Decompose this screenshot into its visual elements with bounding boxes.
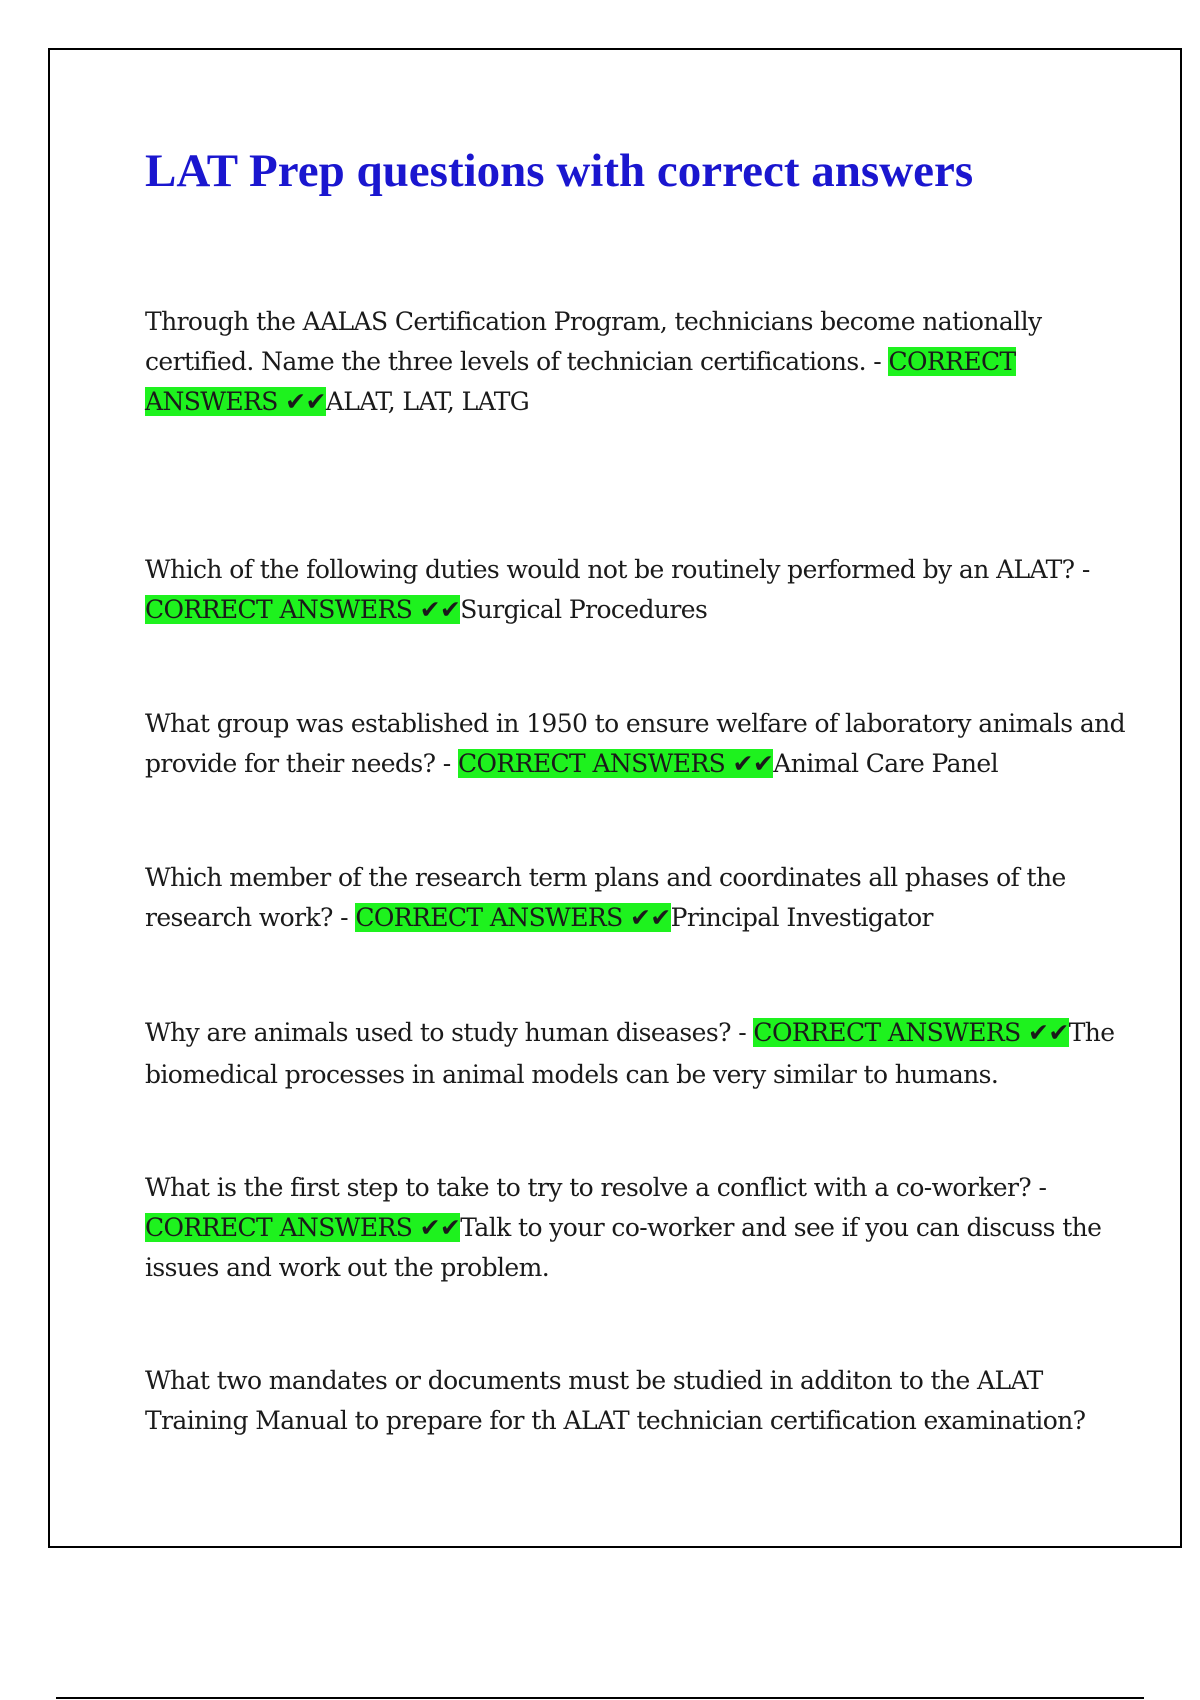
correct-answers-highlight: CORRECT ANSWERS ✔✔: [145, 347, 1016, 416]
correct-answers-highlight: CORRECT ANSWERS ✔✔: [355, 903, 671, 932]
document-title: LAT Prep questions with correct answers: [145, 145, 974, 197]
correct-answers-highlight: CORRECT ANSWERS ✔✔: [145, 1213, 461, 1242]
qa-item: [145, 550, 1145, 630]
answer-text: Surgical Procedures: [460, 595, 708, 624]
question-text: What two mandates or documents must be studied in additon to the ALAT Training Manual to prepare for th ALAT technician certification examination?: [145, 1366, 1086, 1435]
qa-item: [145, 302, 1145, 422]
question-text: Through the AALAS Certification Program, technicians become nationally certified. Name the three levels of technician certifications. -: [145, 307, 1042, 376]
answer-text: Animal Care Panel: [773, 749, 998, 778]
question-text: Which of the following duties would not be routinely performed by an ALAT? -: [145, 555, 1090, 584]
question-text: What group was established in 1950 to ensure welfare of laboratory animals and provide for their needs? -: [145, 709, 1126, 778]
qa-item: [145, 1168, 1145, 1288]
question-text: Why are animals used to study human diseases? -: [145, 1018, 754, 1047]
answer-text: Talk to your co-worker and see if you can discuss the issues and work out the problem.: [145, 1213, 1102, 1282]
qa-item: [145, 858, 1145, 938]
question-text: What is the first step to take to try to resolve a conflict with a co-worker? -: [145, 1173, 1047, 1202]
correct-answers-highlight: CORRECT ANSWERS ✔✔: [753, 1018, 1069, 1047]
page-divider: [56, 1697, 1144, 1699]
document-page: [48, 48, 1182, 1548]
answer-text: ALAT, LAT, LATG: [325, 387, 530, 416]
correct-answers-highlight: CORRECT ANSWERS ✔✔: [457, 749, 774, 778]
qa-item: [145, 1012, 1145, 1096]
question-text: Which member of the research term plans and coordinates all phases of the research work? -: [145, 863, 1066, 932]
answer-text: The biomedical processes in animal models can be very similar to humans.: [145, 1018, 1115, 1089]
answer-text: Principal Investigator: [670, 903, 933, 932]
qa-item: [145, 704, 1145, 784]
correct-answers-highlight: CORRECT ANSWERS ✔✔: [145, 595, 461, 624]
qa-item: [145, 1361, 1145, 1441]
